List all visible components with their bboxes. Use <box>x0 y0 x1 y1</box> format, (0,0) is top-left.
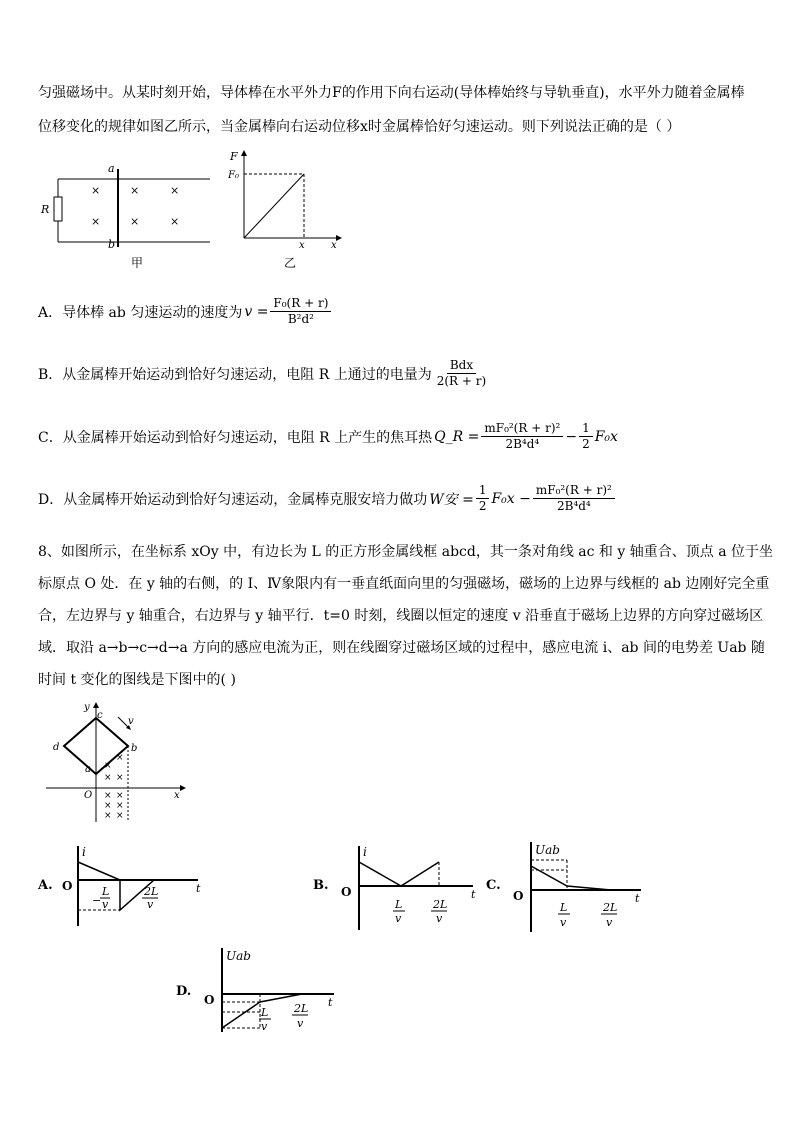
option-d-den2: 2B⁴d⁴ <box>556 499 591 513</box>
choice-b-graph[interactable] <box>333 840 478 935</box>
option-c-den: 2B⁴d⁴ <box>505 437 540 451</box>
figure-jia <box>38 155 218 250</box>
option-c-num: mF₀²(R + r)² <box>481 421 563 437</box>
choice-c-L-den: v <box>560 916 567 929</box>
option-c-fraction <box>481 421 563 452</box>
choice-a-2L-den: v <box>147 898 154 911</box>
choice-c-yaxis: Uab <box>535 843 560 857</box>
label-F: F <box>230 150 238 163</box>
choice-a-t: t <box>196 882 201 895</box>
svg-text:×: × <box>116 791 124 801</box>
choice-c-t: t <box>635 892 640 905</box>
option-a-fraction <box>270 296 331 327</box>
choice-d-O: O <box>204 993 215 1007</box>
label-F0: F₀ <box>228 170 239 181</box>
option-c-den2: 2 <box>582 437 590 451</box>
svg-text:×: × <box>104 791 112 801</box>
option-c-minus: − <box>565 428 578 445</box>
option-d-fraction <box>476 483 490 514</box>
choice-b-2L-num: 2L <box>433 898 448 911</box>
label-b: b <box>131 743 138 754</box>
choice-a-yaxis: i <box>82 845 86 859</box>
option-c-label: C．从金属棒开始运动到恰好匀速运动，电阻 R 上产生的焦耳热 <box>38 429 433 446</box>
label-y: y <box>84 702 90 713</box>
option-c-num2: 1 <box>579 421 593 437</box>
option-c-fraction2 <box>579 421 593 452</box>
choice-b-O: O <box>341 885 352 899</box>
option-a-lhs: v = <box>244 303 269 320</box>
choice-a-graph[interactable] <box>58 840 208 930</box>
option-d-num: 1 <box>476 483 490 499</box>
option-a-label: A．导体棒 ab 匀速运动的速度为 <box>38 304 243 321</box>
svg-text:×: × <box>104 773 112 783</box>
label-c: c <box>97 710 103 721</box>
option-d-num2: mF₀²(R + r)² <box>533 483 615 499</box>
figure-q8-square-loop <box>40 700 190 825</box>
label-R: R <box>41 203 50 216</box>
choice-c-letter[interactable]: C. <box>486 878 501 893</box>
q8-line5: 时间 t 变化的图线是下图中的( ) <box>38 672 236 688</box>
q8-line3: 合，左边界与 y 轴重合，右边界与 y 轴平行．t=0 时刻，线圈以恒定的速度 v 沿垂直于磁场上边界的方向穿过磁场区 <box>38 608 764 624</box>
option-c-lhs: Q_R = <box>434 428 480 445</box>
option-c[interactable] <box>38 421 618 452</box>
svg-text:×: × <box>116 753 124 763</box>
choice-a-L-den: v <box>102 898 109 911</box>
choice-a-2L-num: 2L <box>144 885 159 898</box>
option-b-num: Bdx <box>447 358 476 374</box>
option-b-label: B．从金属棒开始运动到恰好匀速运动，电阻 R 上通过的电量为 <box>38 366 432 383</box>
fig-jia-caption: 甲 <box>131 256 144 270</box>
svg-text:×: × <box>170 215 180 228</box>
option-b[interactable] <box>38 358 491 389</box>
choice-c-L-num: L <box>560 901 568 914</box>
choice-b-L-den: v <box>395 912 402 925</box>
choice-a-L-num: L <box>102 885 110 898</box>
option-d-fraction2 <box>533 483 615 514</box>
choice-d-graph[interactable] <box>198 942 338 1037</box>
fig-yi-caption: 乙 <box>284 256 297 270</box>
choice-b-yaxis: i <box>363 845 367 859</box>
choice-a-O: O <box>62 879 73 893</box>
option-a-den: B²d² <box>287 312 314 326</box>
choice-c-2L-den: v <box>606 916 613 929</box>
choice-d-2L-den: v <box>297 1017 304 1030</box>
choice-d-L-den: v <box>261 1020 268 1033</box>
q7-line2: 位移变化的规律如图乙所示，当金属棒向右运动位移x时金属棒恰好匀速运动。则下列说法正确的是（ ） <box>38 119 681 135</box>
figure-yi <box>228 148 343 248</box>
choice-a-letter[interactable]: A. <box>38 878 53 893</box>
option-b-den: 2(R + r) <box>436 374 487 388</box>
svg-text:×: × <box>104 811 112 821</box>
label-a: a <box>108 162 115 175</box>
option-d-lhs: W安 = <box>429 491 474 508</box>
choice-c-2L-num: 2L <box>603 901 618 914</box>
q7-line1: 匀强磁场中。从某时刻开始，导体棒在水平外力F的作用下向右运动(导体棒始终与导轨垂直)，水平外力随着金属棒 <box>38 85 745 101</box>
choice-b-2L-den: v <box>436 912 443 925</box>
option-c-tail: F₀x <box>594 428 618 445</box>
choice-b-t: t <box>471 888 476 901</box>
q8-line2: 标原点 O 处．在 y 轴的右侧，的 I、Ⅳ象限内有一垂直纸面向里的匀强磁场，磁场的上边界与线框的 ab 边刚好完全重 <box>38 576 770 592</box>
svg-text:×: × <box>104 801 112 811</box>
svg-text:×: × <box>116 773 124 783</box>
label-a: a <box>85 764 91 775</box>
svg-text:×: × <box>116 811 124 821</box>
svg-text:×: × <box>91 184 101 197</box>
label-d: d <box>53 742 60 753</box>
q8-line4: 域．取沿 a→b→c→d→a 方向的感应电流为正，则在线圈穿过磁场区域的过程中，感应电流 i、ab 间的电势差 Uab 随 <box>38 640 765 656</box>
label-x: x <box>174 790 180 801</box>
option-a-num: F₀(R + r) <box>270 296 331 312</box>
label-b: b <box>108 238 116 250</box>
svg-text:×: × <box>130 184 140 197</box>
choice-d-letter[interactable]: D. <box>176 984 192 999</box>
choice-c-graph[interactable] <box>505 836 645 936</box>
choice-c-O: O <box>513 889 524 903</box>
choice-d-L-num: L <box>261 1006 269 1019</box>
choice-b-letter[interactable]: B. <box>313 878 329 893</box>
option-d[interactable] <box>38 483 617 514</box>
option-d-label: D．从金属棒开始运动到恰好匀速运动，金属棒克服安培力做功 <box>38 491 428 508</box>
label-x: x <box>299 240 305 248</box>
svg-text:×: × <box>104 761 112 771</box>
choice-d-2L-num: 2L <box>294 1002 309 1015</box>
choice-d-t: t <box>328 996 333 1009</box>
option-b-fraction <box>434 358 489 389</box>
label-x-axis: x <box>331 240 337 248</box>
option-d-den: 2 <box>478 499 487 513</box>
q8-line1: 8、如图所示，在坐标系 xOy 中，有边长为 L 的正方形金属线框 abcd，其一条对角线 ac 和 y 轴重合、顶点 a 位于坐 <box>38 544 773 560</box>
choice-a-neg: − <box>92 894 102 907</box>
choice-d-yaxis: Uab <box>226 949 251 963</box>
svg-text:×: × <box>91 215 101 228</box>
option-d-mid: F₀x − <box>491 490 531 507</box>
label-O: O <box>84 790 93 801</box>
svg-text:×: × <box>170 184 180 197</box>
option-a[interactable] <box>38 296 333 327</box>
svg-text:×: × <box>130 215 140 228</box>
label-v: v <box>128 716 134 727</box>
choice-b-L-num: L <box>395 898 403 911</box>
svg-text:×: × <box>116 801 124 811</box>
